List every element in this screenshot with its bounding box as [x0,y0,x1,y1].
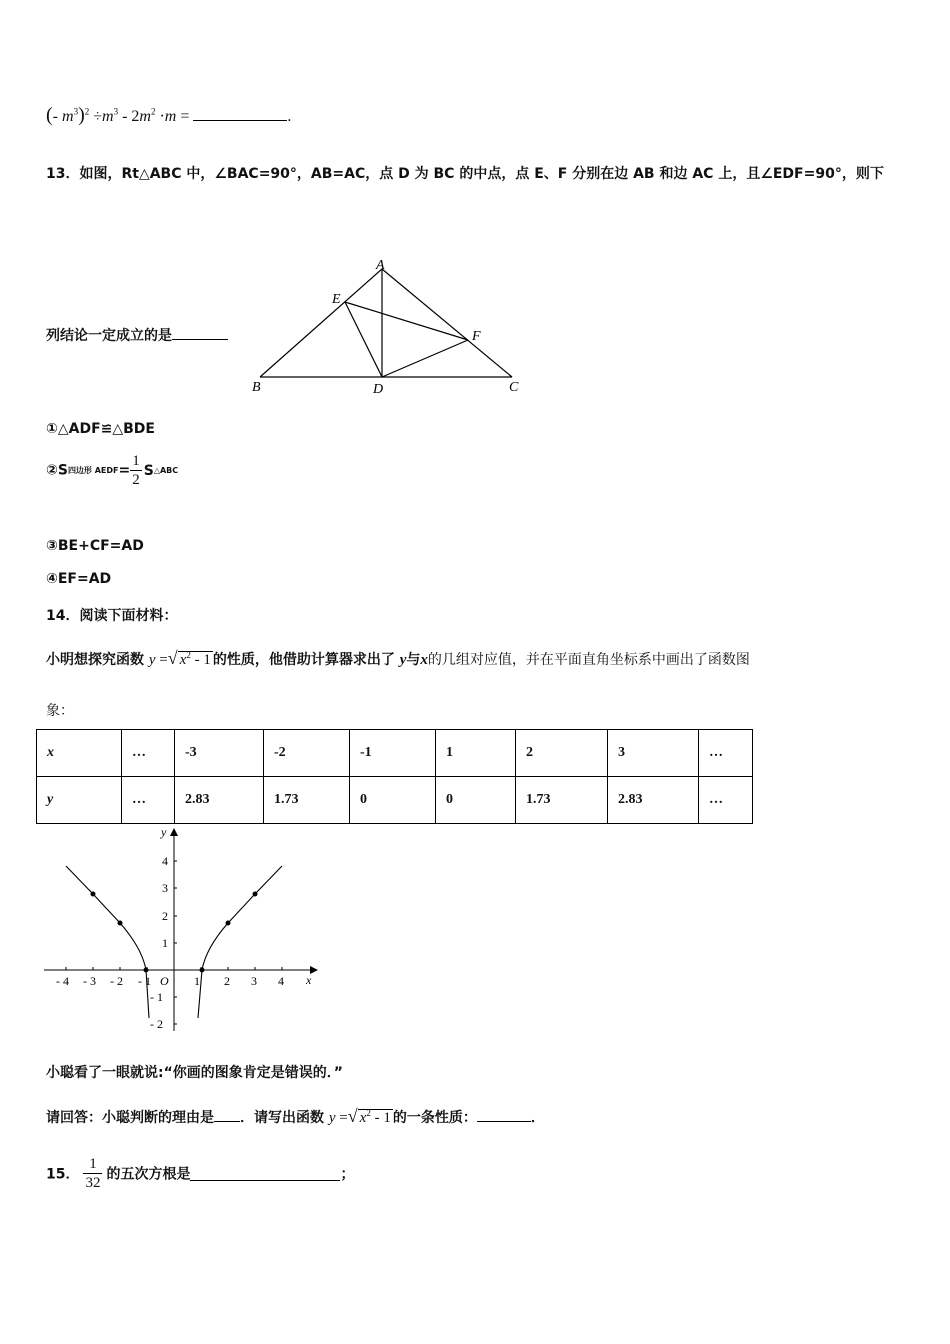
exp: 2 [84,106,90,117]
table-cell: -3 [175,730,264,777]
s-subscript-abc: △ABC [153,466,179,475]
table-cell: 2.83 [608,777,699,824]
q13-stem: 13．如图，Rt△ABC 中，∠BAC=90°，AB=AC，点 D 为 BC 的中点，点 E、F 分别在边 AB 和边 AC 上，且∠EDF=90°，则下 [46,166,884,182]
x-tick-label: 1 [194,974,200,988]
semicolon: ； [340,1166,355,1183]
table-cell: -2 [264,730,350,777]
x-tick-label: - 2 [110,974,123,988]
ask-part-b: ．请写出函数 [240,1110,324,1126]
x-tick-label: - 1 [138,974,151,988]
minus-one: - 1 [190,652,211,668]
answer-blank[interactable] [193,106,287,121]
var-y: y [399,652,407,668]
q12-expression [46,104,291,127]
table-cell: … [122,730,175,777]
var-m: m [102,108,114,125]
q15-text: 的五次方根是 [106,1166,191,1183]
q15-number: 15． [46,1166,80,1183]
table-cell: … [699,730,753,777]
q14-line2: 象： [46,703,74,719]
var-m: m [164,108,177,125]
label-a: A [376,258,385,273]
frac-num: 1 [132,453,140,469]
label-e: E [332,292,341,307]
table-cell: 1.73 [264,777,350,824]
dot-sign: · [155,108,165,125]
origin-label: O [160,974,169,988]
period: . [287,108,292,125]
table-cell: x [37,730,122,777]
label-d: D [373,382,384,397]
eq-sign: = [118,462,131,479]
point [118,921,123,926]
y-tick-label: - 2 [150,1017,163,1031]
ask-part-c: 的一条性质： [392,1110,477,1126]
exp: 2 [186,650,191,660]
paren-close: ) [78,104,85,126]
var-y: y [148,652,156,668]
label-f: F [472,329,481,344]
label-b: B [252,380,261,395]
table-cell: 2.83 [175,777,264,824]
minus-two: - 2 [118,108,140,125]
frac-den: 2 [132,472,140,488]
table-cell: 1 [436,730,516,777]
q13-option-3: ③BE+CF=AD [46,538,144,554]
sqrt-argument [178,650,213,669]
q14-comment: 小聪看了一眼就说:“你画的图象肯定是错误的．” [46,1065,343,1081]
table-cell: 2 [516,730,608,777]
q13-stem2-text: 列结论一定成立的是 [46,328,172,344]
exp: 3 [113,106,119,117]
line1-part-c: 的几组对应值，并在平面直角坐标系中画出了函数图 [427,652,750,668]
x-tick-label: 4 [278,974,284,988]
y-tick-label: - 1 [150,990,163,1004]
table-cell: -1 [350,730,436,777]
eq-sign: = [155,652,168,668]
period: ． [530,1110,545,1126]
table-cell: 0 [436,777,516,824]
fraction-half [130,452,142,489]
x-tick-label: 2 [224,974,230,988]
s-subscript: 四边形 AEDF [67,466,119,475]
x-tick-label: 3 [251,974,257,988]
sqrt-argument [358,1108,393,1127]
curve-right [198,866,282,1018]
answer-blank[interactable] [190,1166,340,1181]
var-m: m [139,108,151,125]
table-cell: 0 [350,777,436,824]
y-tick-label: 4 [162,854,168,868]
table-cell: y [37,777,122,824]
q13-stem-continued [46,325,228,345]
q14-title: 14．阅读下面材料： [46,608,178,624]
q14-line1 [46,648,750,669]
frac-num: 1 [89,1156,97,1172]
value-table [36,729,753,824]
sqrt-sign: √ [347,1106,358,1126]
q13-option-4: ④EF=AD [46,571,112,587]
frac-den: 32 [85,1175,101,1191]
exp: 2 [150,106,156,117]
triangle-figure [250,256,530,398]
curve-left [66,866,149,1018]
point [91,892,96,897]
function-graph [36,826,326,1036]
exp: 3 [73,106,79,117]
minus-one: - 1 [370,1110,391,1126]
paren-open: ( [46,104,53,126]
point [200,968,205,973]
var-y: y [328,1110,336,1126]
q15 [46,1155,354,1192]
var-m: m [62,108,74,125]
label-c: C [509,380,519,395]
ask-part-a: 请回答：小聪判断的理由是 [46,1110,214,1126]
q13-option-2 [46,452,178,489]
table-cell: 1.73 [516,777,608,824]
x-tick-label: - 4 [56,974,69,988]
div-sign: ÷ [89,108,103,125]
line1-part-b: 的性质，他借助计算器求出了 [212,652,395,668]
var-x: x [420,652,428,668]
line1-part-a: 小明想探究函数 [46,652,144,668]
edge-ba [260,269,382,377]
fraction-1-32 [83,1155,102,1192]
segment-ef [345,302,468,340]
edge-ac [382,269,512,377]
y-tick-label: 2 [162,909,168,923]
answer-blank[interactable] [172,325,228,340]
eq-sign: = [335,1110,348,1126]
function-formula [328,1106,393,1126]
point [226,921,231,926]
x-axis-label: x [306,973,312,987]
y-tick-label: 3 [162,881,168,895]
reason-blank[interactable] [214,1107,240,1122]
eq-sign: = [176,108,190,125]
property-blank[interactable] [477,1107,531,1122]
neg-sign: - [52,108,62,125]
y-tick-label: 1 [162,936,168,950]
var-x: x [179,652,187,668]
q13-option-1: ①△ADF≌△BDE [46,421,155,437]
point [144,968,149,973]
segment-fd [382,340,468,377]
table-cell: … [699,777,753,824]
table-cell: … [122,777,175,824]
s-prefix: ②S [46,462,68,479]
sqrt-sign: √ [167,648,178,668]
x-tick-label: - 3 [83,974,96,988]
table-row [37,777,753,824]
table-cell: 3 [608,730,699,777]
y-axis-label: y [161,826,167,839]
function-formula [148,648,213,668]
var-x: x [359,1110,367,1126]
exp: 2 [366,1108,371,1118]
point [253,892,258,897]
table-row [37,730,753,777]
with-word: 与 [406,652,421,668]
s-letter: S [143,462,154,479]
segment-ed [345,302,382,377]
q14-question [46,1106,545,1127]
